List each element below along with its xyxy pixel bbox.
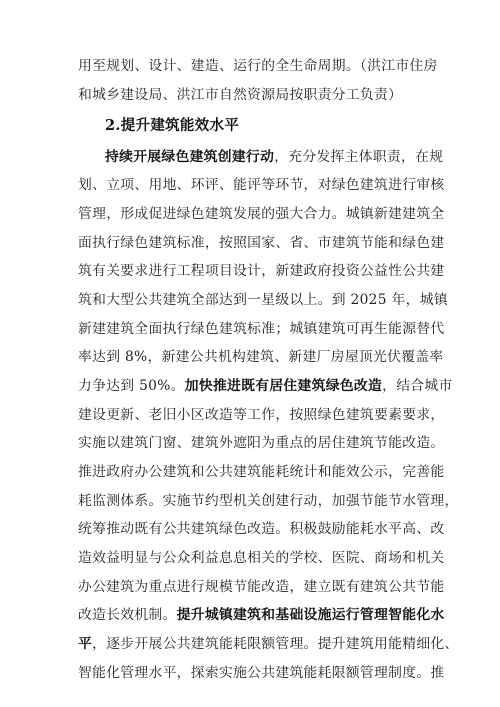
text-line [78, 663, 445, 683]
text-run: 改造长效机制。 [78, 607, 177, 623]
text-line [78, 233, 445, 253]
heading-text: 2.提升建筑能效水平 [105, 117, 240, 134]
text-run: 和城乡建设局、洪江市自然资源局按职责分工负责） [78, 87, 403, 103]
text-run: 用至规划、设计、建造、运行的全生命周期。（洪江市住房 [78, 58, 438, 74]
text-run: 耗监测体系。实施节约型机关创建行动，加强节能节水管理， [78, 493, 459, 509]
text-run: ，充分发挥主体职责，在规 [274, 149, 444, 165]
text-line [78, 175, 445, 195]
text-run: 智能化管理水平，探索实施公共建筑能耗限额管理制度。推 [78, 665, 445, 681]
text-run: 造效益明显与公众利益息息相关的学校、医院、商场和机关 [78, 550, 445, 566]
text-run: 办公建筑为重点进行规模节能改造，建立既有建筑公共节能 [78, 579, 445, 595]
bold-run: 加快推进既有居住建筑绿色改造 [184, 378, 383, 394]
text-run: 管理，形成促进绿色建筑发展的强大合力。城镇新建建筑全 [78, 206, 445, 222]
text-run: 筑有关要求进行工程项目设计，新建政府投资公益性公共建 [78, 263, 445, 279]
text-line [78, 204, 445, 224]
section-heading [105, 116, 239, 136]
text-line [78, 405, 445, 425]
text-run: 建设更新、老旧小区改造等工作，按照绿色建筑要素要求， [78, 407, 445, 423]
text-line [78, 376, 453, 396]
text-line [78, 605, 445, 625]
text-line [78, 85, 402, 105]
text-run: 面执行绿色建筑标准，按照国家、省、市建筑节能和绿色建 [78, 235, 445, 251]
text-line [78, 56, 438, 76]
text-line [78, 433, 445, 453]
text-run: ，结合城市 [382, 378, 453, 394]
text-line [78, 634, 459, 654]
text-line [78, 491, 459, 511]
bold-run: 平 [78, 636, 93, 652]
text-run: 新建建筑全面执行绿色建筑标准；城镇建筑可再生能源替代 [78, 321, 445, 337]
text-line [78, 577, 445, 597]
text-line [78, 548, 445, 568]
text-line [78, 462, 445, 482]
text-run: 划、立项、用地、环评、能评等环节，对绿色建筑进行审核 [78, 177, 445, 193]
text-line [78, 319, 445, 339]
text-line [78, 261, 445, 281]
text-run: 率达到 8%，新建公共机构建筑、新建厂房屋顶光伏覆盖率 [78, 349, 444, 365]
text-run: 力争达到 50%。 [78, 378, 185, 394]
text-line [105, 147, 443, 167]
text-run: 推进政府办公建筑和公共建筑能耗统计和能效公示，完善能 [78, 464, 445, 480]
text-run: 筑和大型公共建筑全部达到一星级以上。到 2025 年，城镇 [78, 292, 448, 308]
text-line [78, 290, 448, 310]
text-line [78, 519, 445, 539]
bold-run: 提升城镇建筑和基础设施运行管理智能化水 [176, 607, 445, 623]
text-run: 实施以建筑门窗、建筑外遮阳为重点的居住建筑节能改造。 [78, 435, 445, 451]
text-run: ，逐步开展公共建筑能耗限额管理。提升建筑用能精细化、 [92, 636, 459, 652]
text-run: 统筹推动既有公共建筑绿色改造。积极鼓励能耗水平高、改 [78, 521, 445, 537]
text-line [78, 347, 444, 367]
bold-run: 持续开展绿色建筑创建行动 [105, 149, 275, 165]
